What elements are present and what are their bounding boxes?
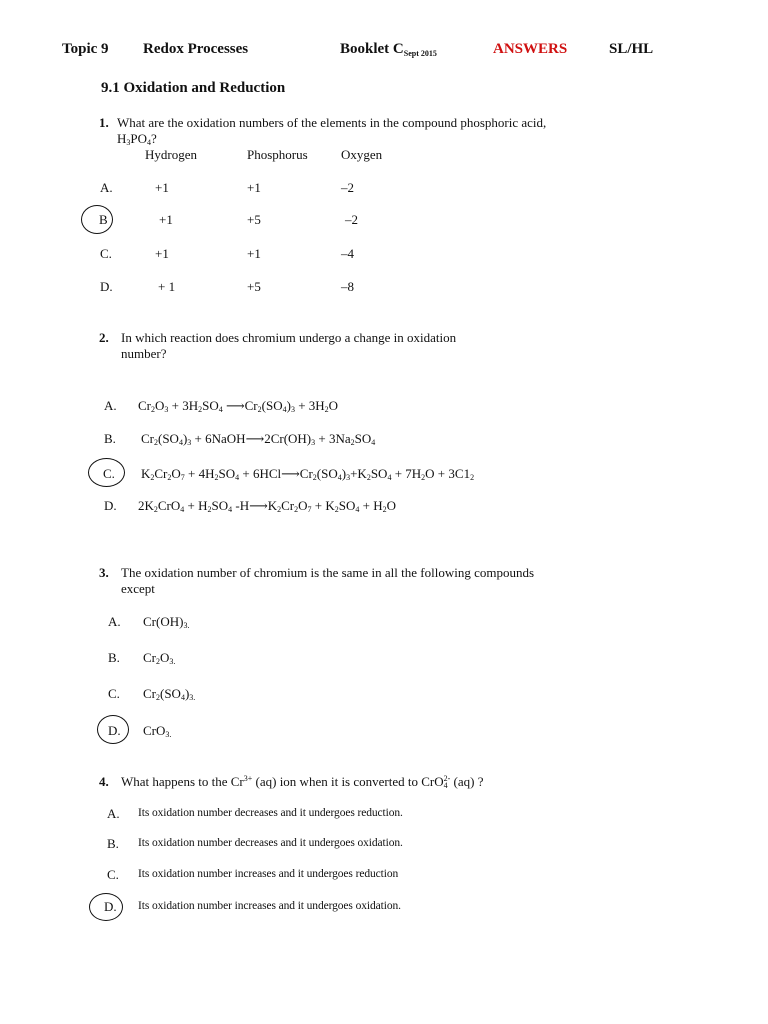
q2-option-d-equation: $2K_2CrO_4 + H_2SO_4$ $-H⟶K_2Cr_2O_7 + K_2SO_4 + H_2O$	[138, 498, 397, 514]
q4-option-b-letter: B.	[107, 836, 119, 851]
q4-number: 4.	[99, 774, 109, 789]
q1-option-a-o: –2	[341, 180, 354, 195]
q4-option-a-text: Its oxidation number decreases and it undergoes reduction.	[138, 807, 403, 819]
q4-option-c-text: Its oxidation number increases and it undergoes reduction	[138, 868, 399, 880]
answers-label: ANSWERS	[493, 41, 568, 57]
q1-number: 1.	[99, 115, 109, 130]
q1-option-c-h: +1	[155, 246, 169, 261]
q1-option-d-o: –8	[341, 279, 354, 294]
q4-option-d-text: Its oxidation number increases and it undergoes oxidation.	[138, 900, 401, 912]
q3-option-b-letter: B.	[108, 650, 120, 665]
q3-option-c-letter: C.	[108, 686, 120, 701]
q3-option-d-compound: CrO$_{3.}$	[143, 723, 172, 739]
level-label: SL/HL	[609, 41, 654, 57]
q1-option-b-o: –2	[345, 212, 358, 227]
q1-option-c-p: +1	[247, 246, 261, 261]
q2-text-line1: In which reaction does chromium undergo a change in oxidation	[121, 330, 457, 345]
q2-number: 2.	[99, 330, 109, 345]
q4-option-c-letter: C.	[107, 867, 119, 882]
q4-option-b-text: Its oxidation number decreases and it undergoes oxidation.	[138, 837, 403, 849]
q1-option-b-letter: B	[99, 212, 108, 227]
q1-option-d-h: + 1	[158, 279, 176, 294]
q2-option-c-equation: $K_2Cr_2O_7 + 4H_2SO_4$ + $6HCl⟶Cr_2(SO_4)_3+K_2SO_4 + 7H_2O + 3C1_2$	[141, 466, 475, 482]
q2-option-b-letter: B.	[104, 431, 116, 446]
answer-circle	[81, 205, 113, 234]
q3-text-line2: except	[121, 581, 155, 596]
q3-text-line1: The oxidation number of chromium is the same in all the following compounds	[121, 565, 535, 580]
section-title: 9.1 Oxidation and Reduction	[101, 80, 286, 96]
q3-option-d-letter: D.	[108, 723, 121, 738]
q3-option-a-compound: $Cr(OH)_{3.}$	[143, 614, 190, 630]
q1-option-b-p: +5	[247, 212, 261, 227]
q1-col-phosphorus: Phosphorus	[247, 147, 308, 162]
q1-text: What are the oxidation numbers of the elements in the compound phosphoric acid,	[117, 115, 547, 130]
booklet-label	[340, 41, 437, 58]
q1-option-a-h: +1	[155, 180, 169, 195]
q1-col-hydrogen: Hydrogen	[145, 147, 197, 162]
topic-number: Topic 9	[62, 41, 109, 57]
q3-number: 3.	[99, 565, 109, 580]
q1-option-a-p: +1	[247, 180, 261, 195]
q3-option-c-compound: $Cr_2(SO_4)_{3.}$	[143, 686, 196, 702]
booklet-date: Sept 2015	[403, 49, 437, 58]
booklet-name: Booklet C	[340, 41, 404, 57]
q1-option-c-letter: C.	[100, 246, 112, 261]
topic-title: Redox Processes	[143, 41, 249, 57]
q4-option-d-letter: D.	[104, 899, 117, 914]
q1-option-d-letter: D.	[100, 279, 113, 294]
q2-option-c-letter: C.	[103, 466, 115, 481]
q2-option-a-letter: A.	[104, 398, 117, 413]
q4-text: What happens to the $Cr^{3+}$ (aq) ion when it is converted to CrO$_4^{2-}$ (aq) ?	[121, 774, 484, 790]
q2-text-line2: number?	[121, 346, 167, 361]
q1-option-a-letter: A.	[100, 180, 113, 195]
q1-formula: $H_3PO_4$?	[117, 131, 157, 147]
q1-col-oxygen: Oxygen	[341, 147, 383, 162]
q2-option-a-equation: $Cr_2O_3 + 3H_2SO_4$ $⟶Cr_2(SO_4)_3 + 3H_2O$	[138, 398, 339, 414]
q2-option-d-letter: D.	[104, 498, 117, 513]
q3-option-b-compound: $Cr_2O_{3.}$	[143, 650, 176, 666]
q4-option-a-letter: A.	[107, 806, 120, 821]
q1-option-b-h: +1	[159, 212, 173, 227]
q2-option-b-equation: $Cr_2(SO_4)_3$ + $6NaOH⟶2Cr(OH)_3 + 3Na_2SO_4$	[141, 431, 376, 447]
q3-option-a-letter: A.	[108, 614, 121, 629]
q1-option-d-p: +5	[247, 279, 261, 294]
q1-option-c-o: –4	[341, 246, 354, 261]
